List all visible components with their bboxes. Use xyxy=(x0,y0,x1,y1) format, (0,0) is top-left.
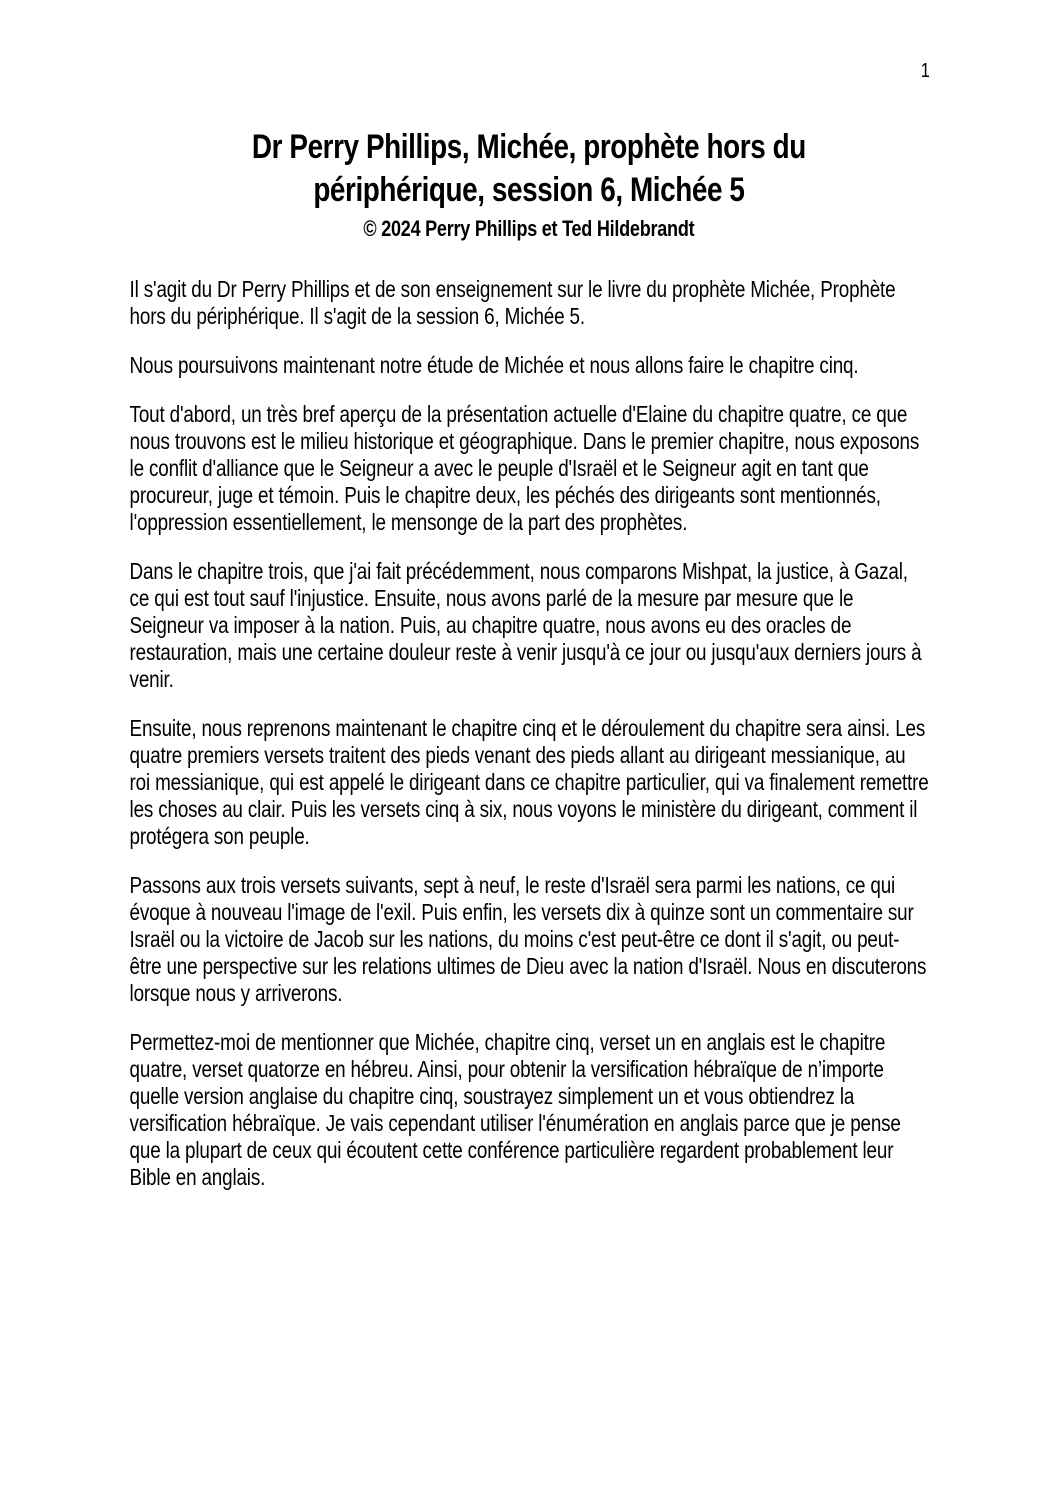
title-line-1: Dr Perry Phillips, Michée, prophète hors du xyxy=(251,128,806,166)
document-body xyxy=(130,276,930,1191)
paragraph-5: Ensuite, nous reprenons maintenant le chapitre cinq et le déroulement du chapitre sera ainsi. Les quatre premiers versets traitent des pieds venant des pieds allant au dirigeant messianique, au roi messianique, qui est appelé le dirigeant dans ce chapitre particulier, qui va finalement remettre les choses au clair. Puis les versets cinq à six, nous voyons le ministère du dirigeant, comment il protégera son peuple. xyxy=(129,715,929,849)
paragraph-4: Dans le chapitre trois, que j'ai fait précédemment, nous comparons Mishpat, la justice, à Gazal, ce qui est tout sauf l'injustice. Ensuite, nous avons parlé de la mesure par mesure que le Seigneur va imposer à la nation. Puis, au chapitre quatre, nous avons eu des oracles de restauration, mais une certaine douleur reste à venir jusqu'à ce jour ou jusqu'aux derniers jours à venir. xyxy=(129,558,922,692)
paragraph-6: Passons aux trois versets suivants, sept à neuf, le reste d'Israël sera parmi les nations, ce qui évoque à nouveau l'image de l'exil. Puis enfin, les versets dix à quinze sont un commentaire sur Israël ou la victoire de Jacob sur les nations, du moins c'est peut-être ce dont il s'agit, ou peut-être une perspective sur les relations ultimes de Dieu avec la nation d'Israël. Nous en discuterons lorsque nous y arriverons. xyxy=(129,872,927,1006)
paragraph-7: Permettez-moi de mentionner que Michée, chapitre cinq, verset un en anglais est le chapitre quatre, verset quatorze en hébreu. Ainsi, pour obtenir la versification hébraïque de n’importe quelle version anglaise du chapitre cinq, soustrayez simplement un et vous obtiendrez la versification hébraïque. Je vais cependant utiliser l'énumération en anglais parce que je pense que la plupart de ceux qui écoutent cette conférence particulière regardent probablement leur Bible en anglais. xyxy=(129,1029,901,1190)
page-number: 1 xyxy=(920,60,930,82)
paragraph-1: Il s'agit du Dr Perry Phillips et de son enseignement sur le livre du prophète Michée, Prophète hors du périphérique. Il s'agit de la session 6, Michée 5. xyxy=(129,276,896,329)
paragraph-2: Nous poursuivons maintenant notre étude de Michée et nous allons faire le chapitre cinq. xyxy=(129,352,859,378)
title-line-2: périphérique, session 6, Michée 5 xyxy=(313,171,745,209)
copyright-line: © 2024 Perry Phillips et Ted Hildebrandt xyxy=(363,216,695,241)
document-title xyxy=(0,126,1058,212)
document-header xyxy=(0,0,1058,244)
paragraph-3: Tout d'abord, un très bref aperçu de la présentation actuelle d'Elaine du chapitre quatre, ce que nous trouvons est le milieu historique et géographique. Dans le premier chapitre, nous exposons le conflit d'alliance que le Seigneur a avec le peuple d'Israël et le Seigneur agit en tant que procureur, juge et témoin. Puis le chapitre deux, les péchés des dirigeants sont mentionnés, l'oppression essentiellement, le mensonge de la part des prophètes. xyxy=(129,401,920,535)
